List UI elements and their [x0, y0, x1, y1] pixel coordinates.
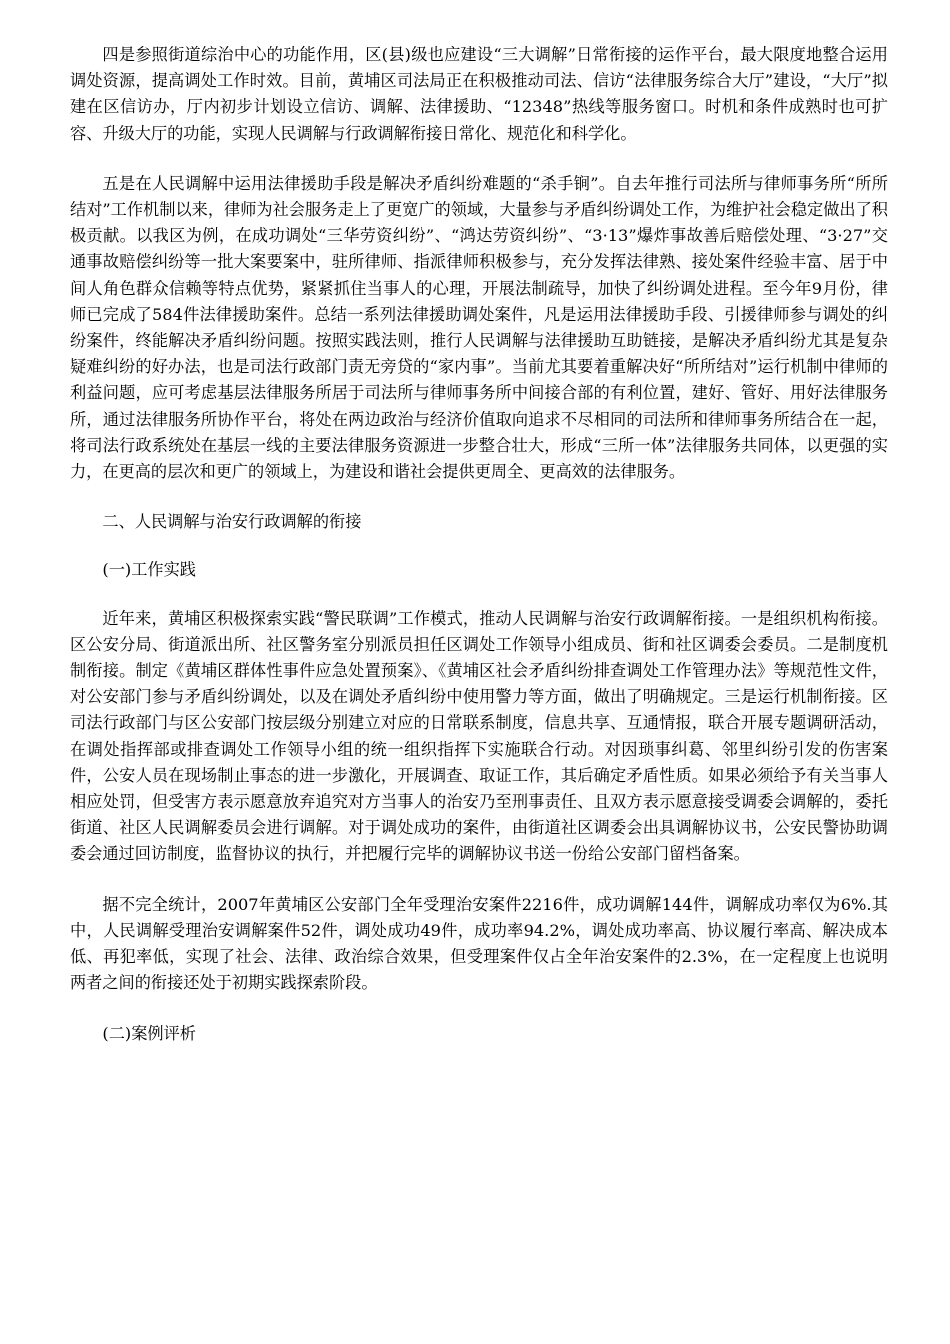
- paragraph-statistics: 据不完全统计，2007年黄埔区公安部门全年受理治安案件2216件，成功调解144件，调解成功率仅为6%.其中，人民调解受理治安调解案件52件，调处成功49件，成功率94.2%，调处成功率高、协议履行率高、解决成本低、再犯率低，实现了社会、法律、政治综合效果，但受理案件仅占全年治安案件的2.3%，在一定程度上也说明两者之间的衔接还处于初期实践探索阶段。: [70, 894, 888, 993]
- subsection-heading-case-review: (二)案例评析: [102, 1023, 196, 1043]
- paragraph-legal-aid: 五是在人民调解中运用法律援助手段是解决矛盾纠纷难题的“杀手锏”。自去年推行司法所与律师事务所“所所结对”工作机制以来，律师为社会服务走上了更宽广的领域，大量参与矛盾纠纷调处工作，为维护社会稳定做出了积极贡献。以我区为例，在成功调处“三华劳资纠纷”、“鸿达劳资纠纷”、“3·13”爆炸事故善后赔偿处理、“3·27”交通事故赔偿纠纷等一批大案要案中，驻所律师、指派律师积极参与，充分发挥法律熟、接处案件经验丰富、居于中间人角色群众信赖等特点优势，紧紧抓住当事人的心理，开展法制疏导，加快了纠纷调处进程。至今年9月份，律师已完成了584件法律援助案件。总结一系列法律援助调处案件，凡是运用法律援助手段、引援律师参与调处的纠纷案件，终能解决矛盾纠纷问题。按照实践法则，推行人民调解与法律援助互助链接，是解决矛盾纠纷尤其是复杂疑难纠纷的好办法，也是司法行政部门责无旁贷的“家内事”。当前尤其要着重解决好“所所结对”运行机制中律师的利益问题，应可考虑基层法律服务所居于司法所与律师事务所中间接合部的有利位置，建好、管好、用好法律服务所，通过法律服务所协作平台，将处在两边政治与经济价值取向追求不尽相同的司法所和律师事务所结合在一起，将司法行政系统处在基层一线的主要法律服务资源进一步整合壮大，形成“三所一体”法律服务共同体，以更强的实力，在更高的层次和更广的领域上，为建设和谐社会提供更周全、更高效的法律服务。: [70, 173, 888, 482]
- subsection-heading-practice: (一)工作实践: [102, 560, 196, 580]
- paragraph-police-mediation: 近年来，黄埔区积极探索实践“警民联调”工作模式，推动人民调解与治安行政调解衔接。一是组织机构衔接。区公安分局、街道派出所、社区警务室分别派员担任区调处工作领导小组成员、街和社区调委会委员。二是制度机制衔接。制定《黄埔区群体性事件应急处置预案》、《黄埔区社会矛盾纠纷排查调处工作管理办法》等规范性文件，对公安部门参与矛盾纠纷调处，以及在调处矛盾纠纷中使用警力等方面，做出了明确规定。三是运行机制衔接。区司法行政部门与区公安部门按层级分别建立对应的日常联系制度，信息共享、互通情报，联合开展专题调研活动，在调处指挥部或排查调处工作领导小组的统一组织指挥下实施联合行动。对因琐事纠葛、邻里纠纷引发的伤害案件，公安人员在现场制止事态的进一步激化，开展调查、取证工作，其后确定矛盾性质。如果必须给予有关当事人相应处罚，但受害方表示愿意放弃追究对方当事人的治安乃至刑事责任、且双方表示愿意接受调委会调解的，委托街道、社区人民调解委员会进行调解。对于调处成功的案件，由街道社区调委会出具调解协议书，公安民警协助调委会通过回访制度，监督协议的执行，并把履行完毕的调解协议书送一份给公安部门留档备案。: [70, 608, 888, 864]
- document-page: [70, 42, 888, 1047]
- paragraph-platform: 四是参照街道综治中心的功能作用，区(县)级也应建设“三大调解”日常衔接的运作平台，最大限度地整合运用调处资源，提高调处工作时效。目前，黄埔区司法局正在积极推动司法、信访“法律服务综合大厅”建设，“大厅”拟建在区信访办，厅内初步计划设立信访、调解、法律援助、“12348”热线等服务窗口。时机和条件成熟时也可扩容、升级大厅的功能，实现人民调解与行政调解衔接日常化、规范化和科学化。: [70, 45, 888, 143]
- section-heading-2: 二、人民调解与治安行政调解的衔接: [102, 512, 362, 532]
